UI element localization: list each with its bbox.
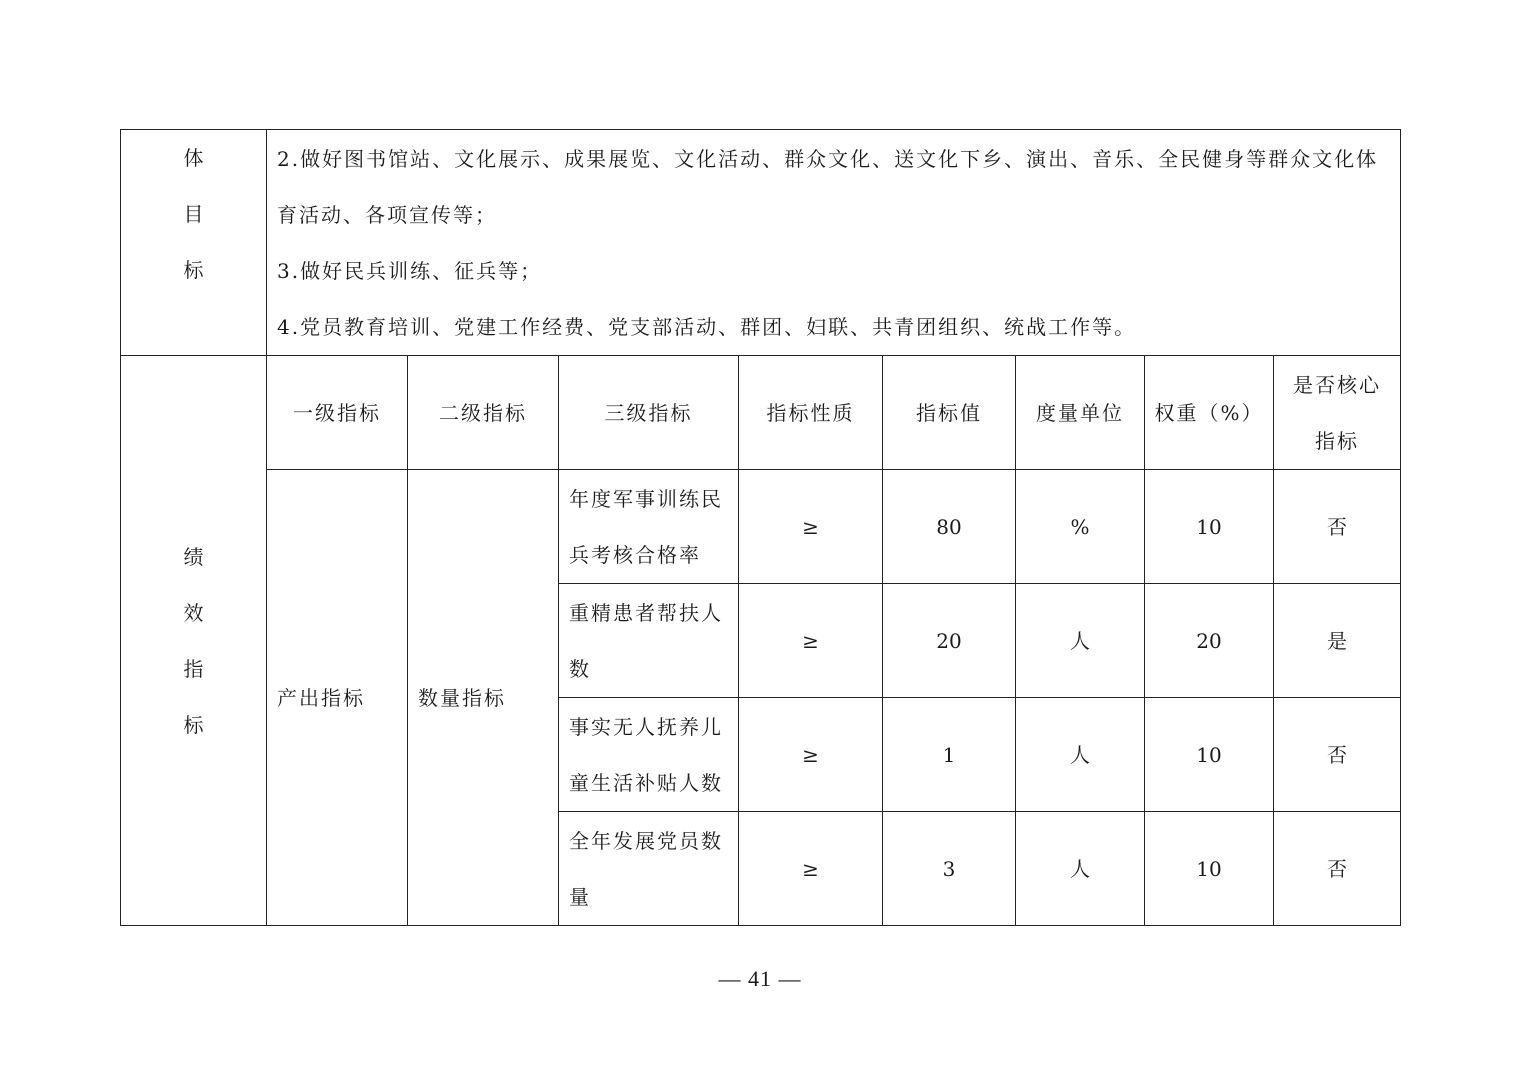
indicator-name: 重精患者帮扶人数: [559, 584, 739, 698]
indicator-weight: 10: [1145, 698, 1274, 812]
indicator-weight: 10: [1145, 470, 1274, 584]
goal-item: 2.做好图书馆站、文化展示、成果展览、文化活动、群众文化、送文化下乡、演出、音乐、全民健身等群众文化体育活动、各项宣传等；: [277, 146, 1379, 227]
indicator-unit: %: [1016, 470, 1145, 584]
header-level2: 二级指标: [408, 356, 559, 470]
header-level3: 三级指标: [559, 356, 739, 470]
indicator-value: 80: [883, 470, 1016, 584]
indicator-name: 事实无人抚养儿童生活补贴人数: [559, 698, 739, 812]
goal-content-cell: [267, 130, 1401, 356]
indicator-nature: ≥: [739, 470, 883, 584]
indicator-core: 否: [1274, 698, 1401, 812]
header-unit: 度量单位: [1016, 356, 1145, 470]
level1-cell: 产出指标: [267, 470, 408, 926]
indicator-value: 3: [883, 812, 1016, 926]
performance-table: [120, 129, 1401, 926]
goal-label-char: 目: [183, 202, 204, 226]
indicator-core: 否: [1274, 812, 1401, 926]
indicator-weight: 10: [1145, 812, 1274, 926]
indicator-label-char: 标: [183, 712, 204, 737]
indicator-label-char: 绩: [183, 544, 204, 569]
goal-label-char: 体: [183, 146, 204, 170]
indicator-unit: 人: [1016, 584, 1145, 698]
header-nature: 指标性质: [739, 356, 883, 470]
indicator-core: 否: [1274, 470, 1401, 584]
goal-row: [121, 130, 1401, 356]
indicator-nature: ≥: [739, 698, 883, 812]
indicator-label-char: 效: [183, 600, 204, 625]
indicator-nature: ≥: [739, 812, 883, 926]
page-number: — 41 —: [718, 966, 802, 991]
indicator-nature: ≥: [739, 584, 883, 698]
header-weight: 权重（%）: [1145, 356, 1274, 470]
goal-label-char: 标: [183, 258, 204, 282]
indicator-value: 1: [883, 698, 1016, 812]
header-row: [121, 356, 1401, 470]
indicator-label-char: 指: [183, 656, 204, 681]
table-row: [121, 470, 1401, 584]
goal-item: 3.做好民兵训练、征兵等；: [277, 258, 543, 283]
header-level1: 一级指标: [267, 356, 408, 470]
indicator-name: 全年发展党员数量: [559, 812, 739, 926]
goal-label-cell: [121, 130, 267, 356]
performance-table-container: [120, 129, 1401, 926]
header-value: 指标值: [883, 356, 1016, 470]
indicator-core: 是: [1274, 584, 1401, 698]
indicator-name: 年度军事训练民兵考核合格率: [559, 470, 739, 584]
indicator-value: 20: [883, 584, 1016, 698]
indicator-label-cell: [121, 356, 267, 926]
level2-cell: 数量指标: [408, 470, 559, 926]
header-core: 是否核心指标: [1274, 356, 1401, 470]
indicator-unit: 人: [1016, 812, 1145, 926]
indicator-unit: 人: [1016, 698, 1145, 812]
goal-item: 4.党员教育培训、党建工作经费、党支部活动、群团、妇联、共青团组织、统战工作等。: [277, 314, 1137, 339]
indicator-weight: 20: [1145, 584, 1274, 698]
